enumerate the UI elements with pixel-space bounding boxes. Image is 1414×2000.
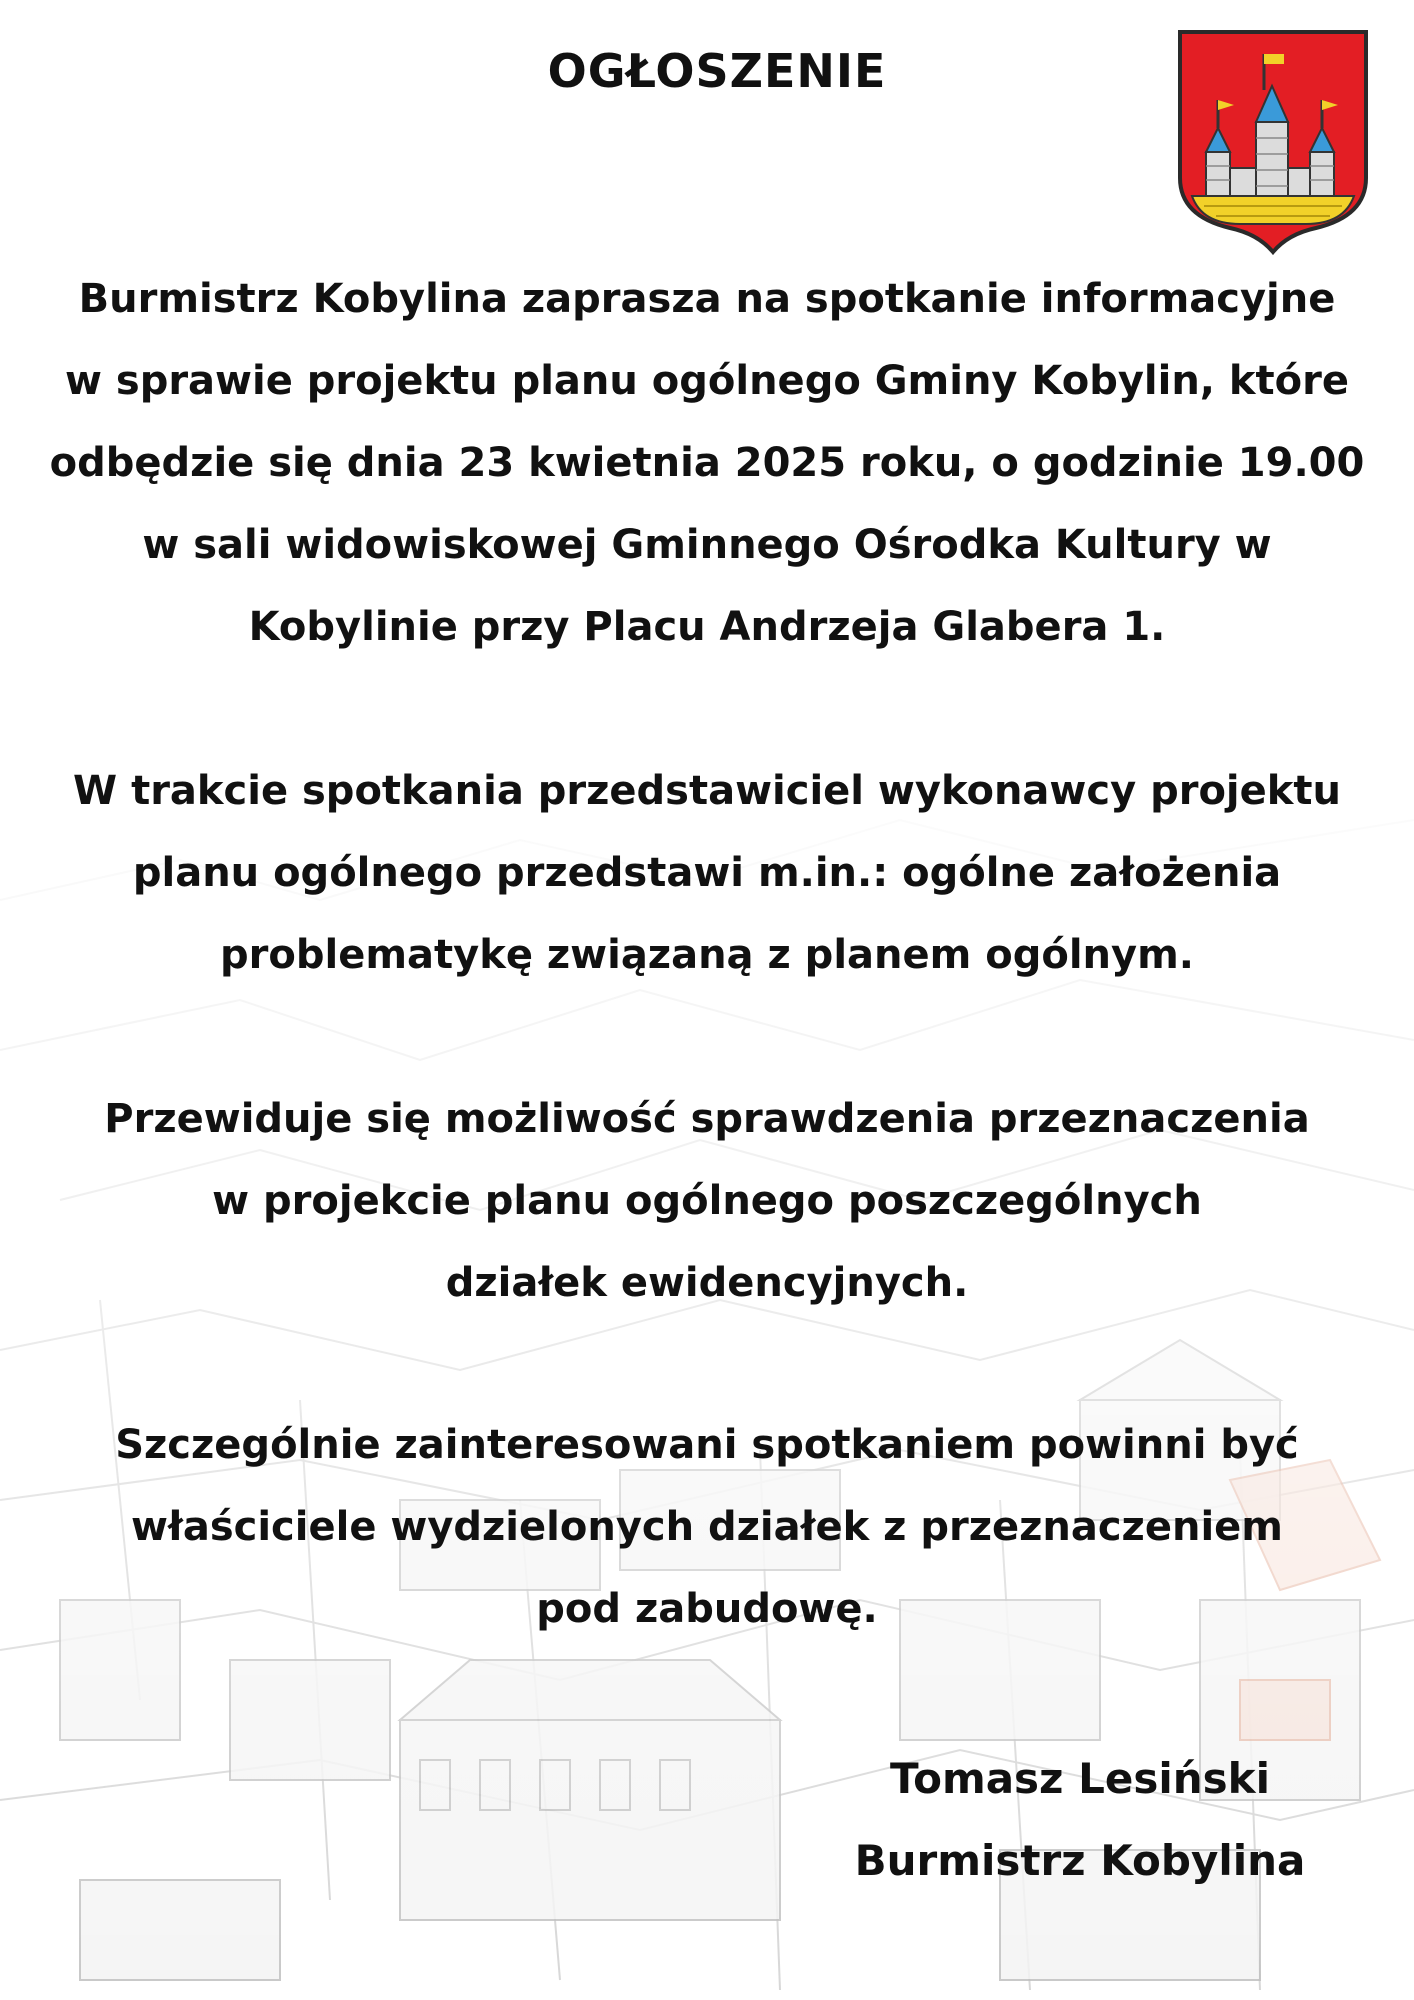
coat-of-arms-icon <box>1176 28 1370 256</box>
paragraph-line: planu ogólnego przedstawi m.in.: ogólne założenia <box>132 850 1282 896</box>
signature-block <box>800 1738 1360 1902</box>
paragraph-line: W trakcie spotkania przedstawiciel wykonawcy projektu <box>73 768 1341 814</box>
invitation-paragraph <box>30 258 1384 668</box>
audience-paragraph <box>30 1404 1384 1650</box>
paragraph-line: w sprawie projektu planu ogólnego Gminy Kobylin, które <box>65 358 1349 404</box>
agenda-paragraph <box>30 750 1384 996</box>
paragraph-line: odbędzie się dnia 23 kwietnia 2025 roku, o godzinie 19.00 <box>49 440 1365 486</box>
page-title: OGŁOSZENIE <box>547 44 887 98</box>
signatory-role: Burmistrz Kobylina <box>854 1836 1306 1885</box>
paragraph-line: działek ewidencyjnych. <box>445 1260 969 1306</box>
paragraph-line: Kobylinie przy Placu Andrzeja Glabera 1. <box>248 604 1166 650</box>
paragraph-line: właściciele wydzielonych działek z przeznaczeniem <box>131 1504 1283 1550</box>
signatory-name: Tomasz Lesiński <box>890 1754 1270 1803</box>
paragraph-line: Burmistrz Kobylina zaprasza na spotkanie informacyjne <box>78 276 1336 322</box>
paragraph-line: Szczególnie zainteresowani spotkaniem powinni być <box>115 1422 1299 1468</box>
plot-check-paragraph <box>30 1078 1384 1324</box>
paragraph-line: pod zabudowę. <box>536 1586 878 1632</box>
paragraph-line: problematykę związaną z planem ogólnym. <box>220 932 1194 978</box>
paragraph-line: w projekcie planu ogólnego poszczególnych <box>212 1178 1202 1224</box>
paragraph-line: w sali widowiskowej Gminnego Ośrodka Kultury w <box>142 522 1272 568</box>
paragraph-line: Przewiduje się możliwość sprawdzenia przeznaczenia <box>104 1096 1310 1142</box>
